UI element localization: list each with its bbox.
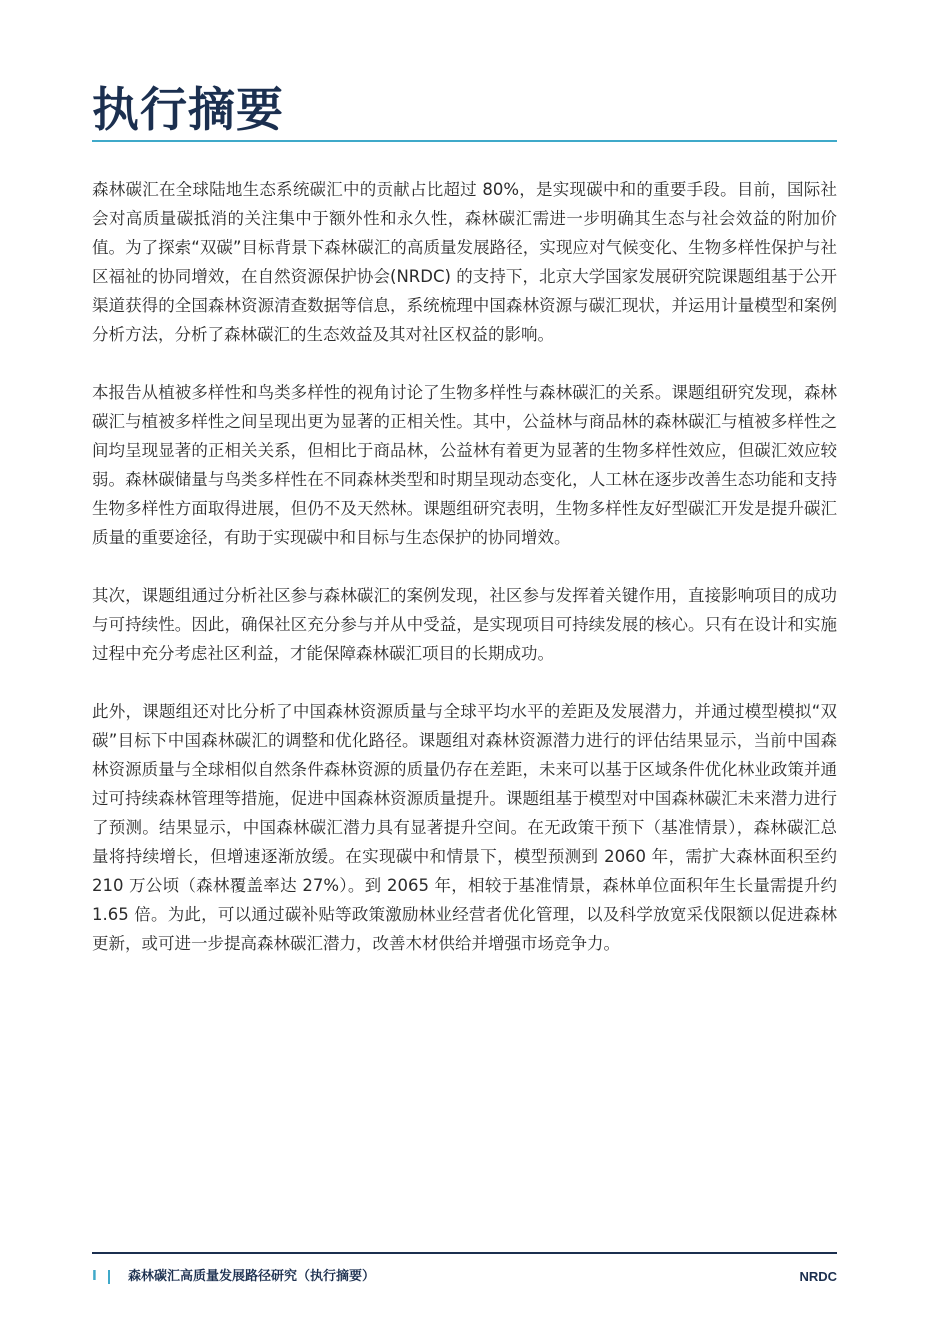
title-divider (92, 140, 837, 142)
paragraph-4: 此外，课题组还对比分析了中国森林资源质量与全球平均水平的差距及发展潜力，并通过模型模拟“双碳”目标下中国森林碳汇的调整和优化路径。课题组对森林资源潜力进行的评估结果显示，当前中国森林资源质量与全球相似自然条件森林资源的质量仍存在差距，未来可以基于区域条件优化林业政策并通过可持续森林管理等措施，促进中国森林资源质量提升。课题组基于模型对中国森林碳汇未来潜力进行了预测。结果显示，中国森林碳汇潜力具有显著提升空间。在无政策干预下（基准情景），森林碳汇总量将持续增长，但增速逐渐放缓。在实现碳中和情景下，模型预测到 2060 年，需扩大森林面积至约 210 万公顷（森林覆盖率达 27%）。到 2065 年，相较于基准情景，森林单位面积年生长量需提升约 1.65 倍。为此，可以通过碳补贴等政策激励林业经营者优化管理，以及科学放宽采伐限额以促进森林更新，或可进一步提高森林碳汇潜力，改善木材供给并增强市场竞争力。 (92, 702, 837, 953)
paragraph-3: 其次，课题组通过分析社区参与森林碳汇的案例发现，社区参与发挥着关键作用，直接影响项目的成功与可持续性。因此，确保社区充分参与并从中受益，是实现项目可持续发展的核心。只有在设计和实施过程中充分考虑社区利益，才能保障森林碳汇项目的长期成功。 (92, 586, 837, 663)
page-title: 执行摘要 (92, 83, 284, 138)
footer-divider (92, 1252, 837, 1254)
footer-separator (108, 1270, 110, 1284)
paragraph-2: 本报告从植被多样性和鸟类多样性的视角讨论了生物多样性与森林碳汇的关系。课题组研究发现，森林碳汇与植被多样性之间呈现出更为显著的正相关性。其中，公益林与商品林的森林碳汇与植被多样性之间均呈现显著的正相关关系，但相比于商品林，公益林有着更为显著的生物多样性效应，但碳汇效应较弱。森林碳储量与鸟类多样性在不同森林类型和时期呈现动态变化，人工林在逐步改善生态功能和支持生物多样性方面取得进展，但仍不及天然林。课题组研究表明，生物多样性友好型碳汇开发是提升碳汇质量的重要途径，有助于实现碳中和目标与生态保护的协同增效。 (92, 383, 837, 547)
brand-logo: NRDC (799, 1269, 837, 1284)
page-footer (92, 1266, 837, 1288)
summary-body (92, 175, 837, 987)
footer-report-title: 森林碳汇高质量发展路径研究（执行摘要） (128, 1269, 376, 1284)
paragraph-1: 森林碳汇在全球陆地生态系统碳汇中的贡献占比超过 80%，是实现碳中和的重要手段。目前，国际社会对高质量碳抵消的关注集中于额外性和永久性，森林碳汇需进一步明确其生态与社会效益的附加价值。为了探索“双碳”目标背景下森林碳汇的高质量发展路径，实现应对气候变化、生物多样性保护与社区福祉的协同增效，在自然资源保护协会(NRDC) 的支持下，北京大学国家发展研究院课题组基于公开渠道获得的全国森林资源清查数据等信息，系统梳理中国森林资源与碳汇现状，并运用计量模型和案例分析方法，分析了森林碳汇的生态效益及其对社区权益的影响。 (92, 180, 837, 344)
page-number: I (92, 1269, 97, 1284)
